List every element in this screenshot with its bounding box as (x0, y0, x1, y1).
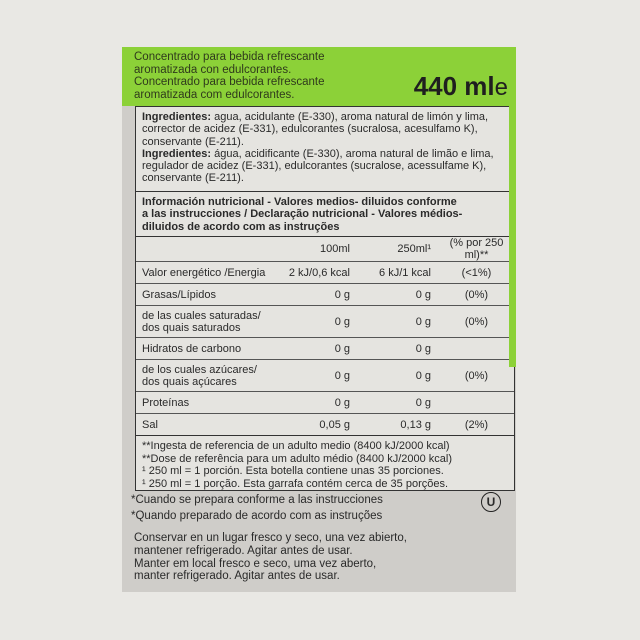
nutrition-table (136, 237, 514, 437)
table-row (136, 338, 514, 360)
header-blank (136, 237, 277, 262)
value-100ml: 0 g (277, 360, 358, 392)
storage-instructions (134, 532, 407, 583)
label-edge-stripe (509, 47, 516, 367)
table-row (136, 284, 514, 306)
value-250ml: 0 g (358, 338, 439, 360)
row-label-carbohydrate: Hidratos de carbono (136, 338, 277, 360)
row-label-energy: Valor energético /Energia (136, 262, 277, 284)
value-percent: (<1%) (439, 262, 514, 284)
label-header (122, 47, 516, 106)
storage-pt-line2: manter refrigerado. Agitar antes de usar. (134, 570, 340, 583)
nutrition-footnotes (136, 436, 514, 494)
footnote-portion-pt: ¹ 250 ml = 1 porção. Esta garrafa contém cerca de 35 porções. (142, 477, 449, 490)
description-pt-line2: aromatizada com edulcorantes. (134, 88, 295, 101)
sugars-label-es: de los cuales azúcares/ (142, 363, 257, 376)
description-pt-line1: Concentrado para bebida refrescante (134, 76, 325, 88)
table-row (136, 262, 514, 284)
row-label-saturates (136, 306, 277, 338)
saturates-label-es: de las cuales saturadas/ (142, 309, 261, 322)
value-250ml: 0 g (358, 306, 439, 338)
volume-label (414, 71, 508, 102)
header-250ml: 250ml¹ (358, 237, 439, 262)
ingredients-pt-label: Ingredientes: (142, 147, 212, 160)
ingredients-es-text: agua, acidulante (E-330), aroma natural de limón y lima, corrector de acidez (E-331), edulcorantes (sucralosa, acesulfamo K), conservante (E-211). (142, 111, 489, 148)
value-250ml: 6 kJ/1 kcal (358, 262, 439, 284)
kosher-u-icon: U (481, 492, 501, 512)
value-100ml: 0 g (277, 392, 358, 414)
value-percent (439, 392, 514, 414)
value-100ml: 2 kJ/0,6 kcal (277, 262, 358, 284)
ingredients-es-label: Ingredientes: (142, 111, 212, 123)
volume-value: 440 ml (413, 71, 495, 101)
value-100ml: 0 g (277, 306, 358, 338)
table-row (136, 360, 514, 392)
saturates-label-pt: dos quais saturados (142, 321, 241, 334)
table-row (136, 392, 514, 414)
value-250ml: 0 g (358, 360, 439, 392)
ingredients-pt-text: água, acidificante (E-330), aroma natural de limão e lima, regulador de acidez (E-331), edulcorantes (sucralose, acessulfame K), conservante (E-211). (142, 147, 494, 185)
description-es-line1: Concentrado para bebida refrescante (134, 51, 325, 63)
nutrition-title-line3: diluidos de acordo com as instruções (142, 220, 340, 233)
description-es-line2: aromatizada con edulcorantes. (134, 63, 292, 76)
footnote-portion-es: ¹ 250 ml = 1 porción. Esta botella contiene unas 35 porciones. (142, 465, 444, 478)
product-label (122, 47, 516, 592)
table-row (136, 414, 514, 436)
value-percent: (0%) (439, 306, 514, 338)
product-description (134, 51, 325, 101)
table-header-row (136, 237, 514, 262)
value-250ml: 0 g (358, 392, 439, 414)
value-percent: (2%) (439, 414, 514, 436)
value-100ml: 0 g (277, 284, 358, 306)
row-label-salt: Sal (136, 414, 277, 436)
row-label-protein: Proteínas (136, 392, 277, 414)
row-label-fat: Grasas/Lípidos (136, 284, 277, 306)
value-100ml: 0,05 g (277, 414, 358, 436)
estimate-mark-icon: e (494, 74, 508, 101)
row-label-sugars (136, 360, 277, 392)
value-percent (439, 338, 514, 360)
storage-es-line2: mantener refrigerado. Agitar antes de usar. (134, 544, 353, 557)
footnote-reference-es: **Ingesta de referencia de un adulto medio (8400 kJ/2000 kcal) (142, 440, 450, 453)
value-100ml: 0 g (277, 338, 358, 360)
nutrition-table-box (135, 191, 515, 491)
value-250ml: 0 g (358, 284, 439, 306)
header-100ml: 100ml (277, 237, 358, 262)
nutrition-title-line2: a las instrucciones / Declaração nutricional - Valores médios- (142, 208, 463, 221)
storage-pt-line1: Manter em local fresco e seco, uma vez aberto, (134, 557, 377, 570)
table-row (136, 306, 514, 338)
storage-es-line1: Conservar en un lugar fresco y seco, una vez abierto, (134, 532, 407, 544)
nutrition-title-line1: Información nutricional - Valores medios- diluidos conforme (142, 196, 457, 208)
value-250ml: 0,13 g (358, 414, 439, 436)
preparation-note-pt: *Quando preparado de acordo com as instruções (131, 510, 383, 522)
preparation-note-es: *Cuando se prepara conforme a las instrucciones (131, 494, 383, 506)
footnote-reference-pt: **Dose de referência para um adulto médio (8400 kJ/2000 kcal) (142, 452, 453, 465)
sugars-label-pt: dos quais açúcares (142, 375, 237, 388)
ingredients-es (142, 111, 508, 148)
header-percent: (% por 250 ml)** (439, 237, 514, 262)
value-percent: (0%) (439, 284, 514, 306)
nutrition-title (136, 192, 514, 237)
value-percent: (0%) (439, 360, 514, 392)
ingredients-pt (142, 148, 508, 185)
